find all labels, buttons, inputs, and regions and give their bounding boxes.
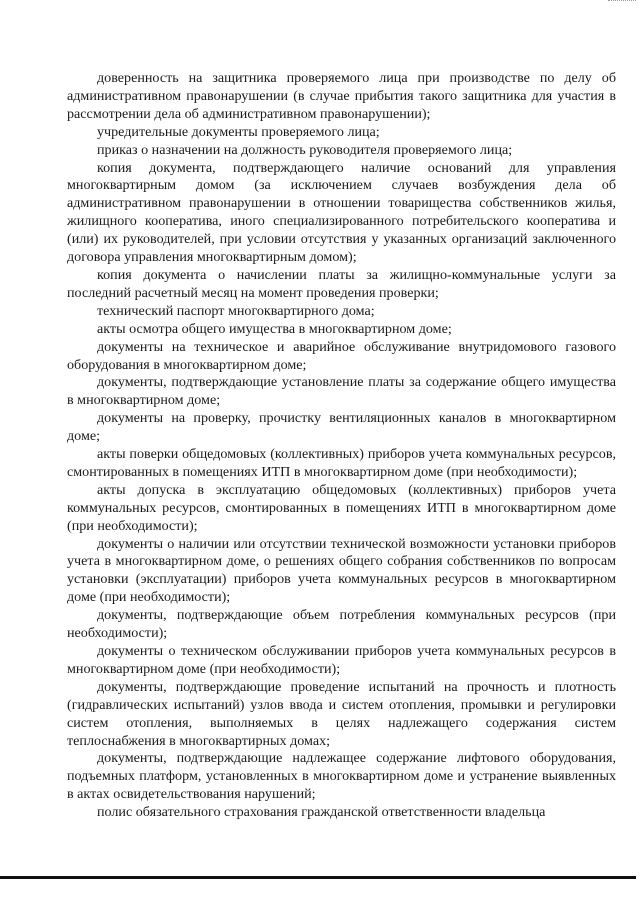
paragraph-meter-installation-possibility: документы о наличии или отсутствии технической возможности установки приборов учета в многоквартирном доме, о решениях общего собрания собственников по вопросам установки (эксплуатации) приборов учета коммунальных ресурсов в многоквартирном доме (при необходимости); [67, 535, 616, 606]
bottom-rule [0, 876, 636, 879]
paragraph-director-appointment-order: приказ о назначении на должность руководителя проверяемого лица; [97, 141, 513, 158]
paragraph-gas-equipment-service: документы на техническое и аварийное обслуживание внутридомового газового оборудования в многоквартирном доме; [67, 338, 616, 373]
paragraph-consumption-volume: документы, подтверждающие объем потребления коммунальных ресурсов (при необходимости); [67, 607, 616, 642]
paragraph-defender-power-of-attorney: доверенность на защитника проверяемого лица при производстве по делу об административном правонарушении (в случае прибытия такого защитника для участия в рассмотрении дела об административном правонарушении); [67, 70, 616, 122]
document-body [67, 70, 616, 822]
paragraph-management-basis-document: копия документа, подтверждающего наличие оснований для управления многоквартирным домом (за исключением случаев возбуждения дела об административном правонарушении в отношении товарищества собственников жилья, жилищного кооператива, иного специализированного потребительского кооператива и (или) их руководителей, при условии отсутствия у указанных организаций заключенного договора управления многоквартирным домом); [67, 159, 616, 266]
paragraph-technical-passport: технический паспорт многоквартирного дома; [97, 302, 375, 319]
paragraph-founding-documents: учредительные документы проверяемого лица; [97, 123, 380, 140]
paragraph-maintenance-fee: документы, подтверждающие установление платы за содержание общего имущества в многоквартирном доме; [67, 374, 616, 409]
paragraph-utility-billing-copy: копия документа о начислении платы за жилищно-коммунальные услуги за последний расчетный месяц на момент проведения проверки; [67, 266, 616, 301]
paragraph-common-property-inspection: акты осмотра общего имущества в многоквартирном доме; [97, 320, 452, 337]
paragraph-meter-verification: акты поверки общедомовых (коллективных) приборов учета коммунальных ресурсов, смонтированных в помещениях ИТП в многоквартирном доме (при необходимости); [67, 446, 616, 480]
paragraph-ventilation-check: документы на проверку, прочистку вентиляционных каналов в многоквартирном доме; [67, 410, 616, 445]
scan-corner-mark [608, 0, 636, 5]
paragraph-liability-insurance: полис обязательного страхования гражданской ответственности владельца [97, 804, 546, 821]
paragraph-meter-maintenance: документы о техническом обслуживании приборов учета коммунальных ресурсов в многоквартирном доме (при необходимости); [67, 643, 616, 677]
paragraph-elevator-maintenance: документы, подтверждающие надлежащее содержание лифтового оборудования, подъемных платформ, установленных в многоквартирном доме и устранение выявленных в актах освидетельствования нарушений; [67, 750, 616, 803]
paragraph-meter-commissioning: акты допуска в эксплуатацию общедомовых (коллективных) приборов учета коммунальных ресурсов, смонтированных в помещениях ИТП в многоквартирном доме (при необходимости); [67, 481, 616, 534]
paragraph-heating-tests: документы, подтверждающие проведение испытаний на прочность и плотность (гидравлических испытаний) узлов ввода и систем отопления, промывки и регулировки систем отопления, выполняемых в целях надлежащего содержания систем теплоснабжения в многоквартирных домах; [67, 678, 616, 749]
